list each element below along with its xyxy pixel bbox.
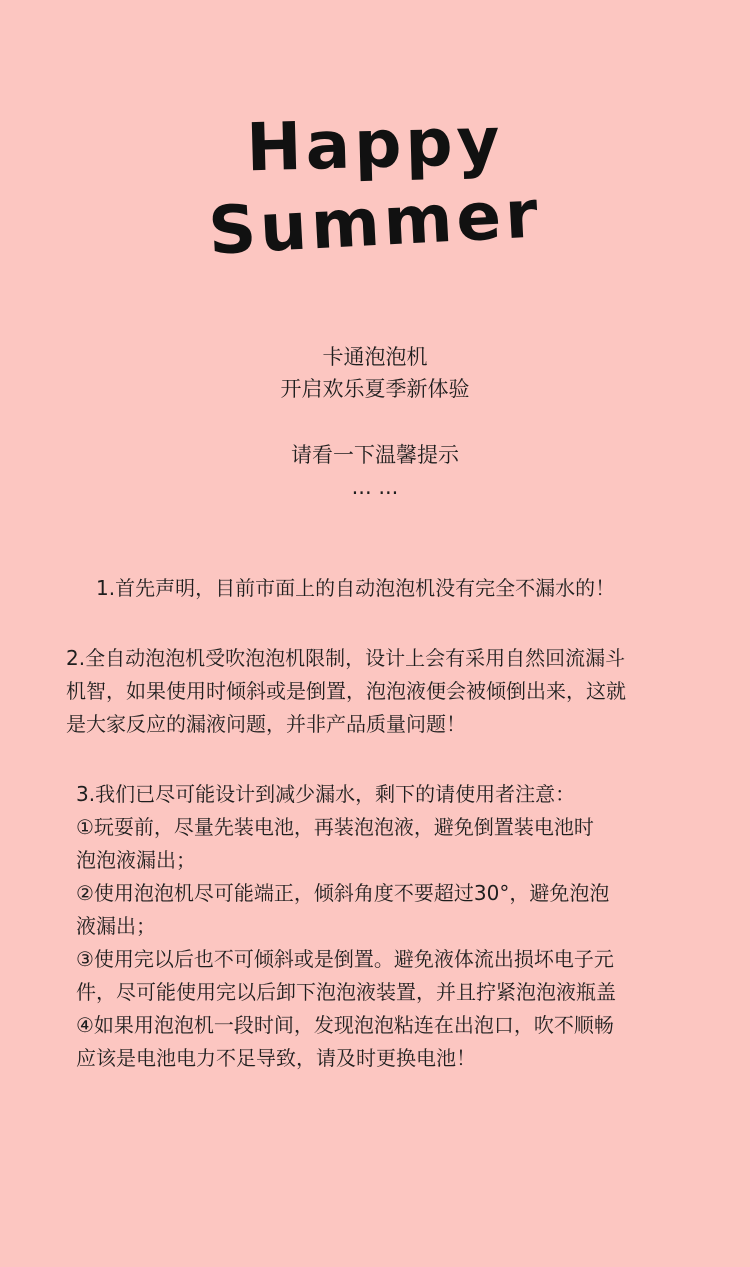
note-3-line: ①玩耍前，尽量先装电池，再装泡泡液，避免倒置装电池时 <box>76 815 594 839</box>
note-3-line: 液漏出； <box>76 914 156 938</box>
note-3-line: ④如果用泡泡机一段时间，发现泡泡粘连在出泡口，吹不顺畅 <box>76 1013 614 1037</box>
slogan: 开启欢乐夏季新体验 <box>280 377 470 401</box>
note-3-line: 应该是电池电力不足导致，请及时更换电池！ <box>76 1046 476 1070</box>
note-2-line: 2.全自动泡泡机受吹泡泡机限制，设计上会有采用自然回流漏斗 <box>66 646 626 670</box>
headline-happy: Happy <box>245 102 505 187</box>
note-3-line: 3.我们已尽可能设计到减少漏水，剩下的请使用者注意： <box>76 782 576 806</box>
note-3-line: 件，尽可能使用完以后卸下泡泡液装置，并且拧紧泡泡液瓶盖 <box>76 980 616 1004</box>
note-2 <box>66 642 626 741</box>
note-1-text: 1.首先声明，目前市面上的自动泡泡机没有完全不漏水的！ <box>96 576 616 600</box>
product-name: 卡通泡泡机 <box>322 345 428 369</box>
note-2-line: 是大家反应的漏液问题，并非产品质量问题！ <box>66 712 466 736</box>
ellipsis: ... ... <box>351 475 399 499</box>
intro-block <box>0 341 750 503</box>
note-1 <box>96 572 615 605</box>
note-3-line: ②使用泡泡机尽可能端正，倾斜角度不要超过30°，避免泡泡 <box>76 881 610 905</box>
note-3-line: 泡泡液漏出； <box>76 848 196 872</box>
headline-summer: Summer <box>206 175 544 270</box>
note-2-line: 机智，如果使用时倾斜或是倒置，泡泡液便会被倾倒出来，这就 <box>66 679 626 703</box>
tips-prompt: 请看一下温馨提示 <box>291 443 459 467</box>
note-3 <box>76 778 616 1075</box>
note-3-line: ③使用完以后也不可倾斜或是倒置。避免液体流出损坏电子元 <box>76 947 614 971</box>
